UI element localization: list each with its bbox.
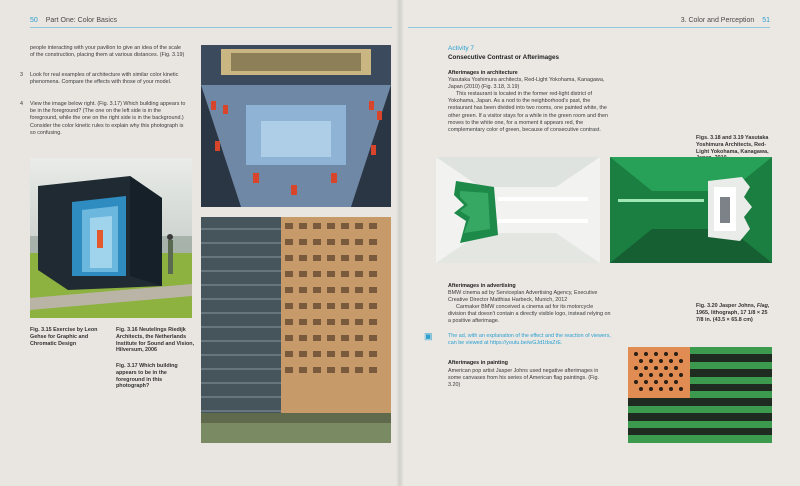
video-note: The ad, with an explanation of the effect and the reaction of viewers, can be viewed at https://youtu.be/wGJd1tbsZrE. — [448, 333, 611, 347]
adv-credit: BMW cinema ad by Serviceplan Advertising Agency, Executive Creative Director Matthias Harbeck, Munich, 2012 — [448, 290, 598, 304]
fig-3-15-pavilion-photo — [30, 158, 192, 318]
fig-3-17-buildings-photo — [201, 217, 391, 443]
fig-3-20-flag-painting — [628, 347, 772, 443]
video-link-icon: ▣ — [424, 331, 433, 341]
fig-3-15-caption: Fig. 3.15 Exercise by Leon Gehse for Graphic and Chromatic Design — [30, 327, 98, 347]
arch-heading: Afterimages in architecture — [448, 70, 518, 76]
left-intro-text: people interacting with your pavilion to give an idea of the scale of the construction, placing them at various distances. (Fig. 3.19) — [30, 45, 185, 59]
fig-3-16-caption: Fig. 3.16 Neutelings Riedijk Architects, the Netherlands Institute for Sound and Vision, Hilversum, 2006 — [116, 327, 195, 354]
activity-title: Consecutive Contrast or Afterimages — [448, 54, 560, 61]
adv-heading: Afterimages in advertising — [448, 283, 516, 289]
fig-3-17-caption: Fig. 3.17 Which building appears to be in the foreground in this photograph? — [116, 363, 178, 390]
adv-body: Carmaker BMW conceived a cinema ad for its motorcycle division that doesn't contain a directly visible logo, instead relying on a positive afterimage. — [448, 304, 611, 325]
fig-3-16-institute-photo — [201, 45, 391, 207]
item4-text: View the image below right. (Fig. 3.17) Which building appears to be in the foreground? (The one on the left side is in the foreground, while the one on the right side is in the background.) Consider the color kinetic rules to explain why this photograph is so confusing. — [30, 101, 186, 136]
right-header-rule — [408, 27, 770, 28]
right-page — [400, 0, 800, 486]
left-header-rule — [30, 27, 392, 28]
fig-3-19-green-room-photo — [610, 157, 772, 263]
left-running-head: Part One: Color Basics — [45, 17, 117, 24]
right-running-head: 3. Color and Perception — [680, 17, 755, 24]
fig-3-20-caption: Fig. 3.20 Jasper Johns, Flag, 1965, lithograph, 17 1/8 × 25 7/8 in. (43.5 × 65.8 cm) — [696, 303, 770, 323]
paint-heading: Afterimages in painting — [448, 360, 508, 366]
activity-label: Activity 7 — [448, 45, 475, 52]
item3-text: Look for real examples of architecture with similar color kinetic phenomena. Compare the effects with those of your model. — [30, 72, 179, 86]
right-page-number: 51 — [762, 17, 770, 24]
arch-body: This restaurant is located in the former red-light district of Yokohama, Japan. As a nod to the neighborhood's past, the restaurant has been divided into two rooms, one painted white, the other green. If a visitor stays for a while in the green room and then moves to the white one, for a moment it appears red, the complementary color of green, because of consecutive contrast. — [448, 91, 609, 134]
fig-3-18-caption: Figs. 3.18 and 3.19 Yasutaka Yoshimura Architects, Red-Light Yokohama, Kanagawa, — [696, 135, 769, 155]
left-page-number: 50 — [30, 17, 38, 24]
item4-number: 4 — [20, 101, 23, 107]
arch-credit: Yasutaka Yoshimura architects, Red-Light Yokohama, Kanagawa, Japan (2010) (Fig. 3.18, 3.19) — [448, 77, 605, 91]
fig-3-18-white-room-photo — [436, 157, 600, 263]
item3-number: 3 — [20, 72, 23, 78]
book-gutter — [396, 0, 404, 486]
paint-body: American pop artist Jasper Johns used negative afterimages in some canvases from his series of American flag paintings. (Fig. 3.20) — [448, 368, 600, 389]
